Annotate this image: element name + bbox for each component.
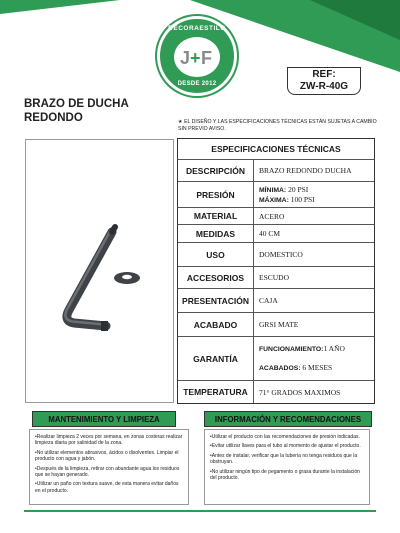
info-header: INFORMACIÓN Y RECOMENDACIONES xyxy=(204,411,372,427)
product-title xyxy=(24,97,174,125)
spec-value-text: BRAZO REDONDO DUCHA xyxy=(259,166,352,175)
corner-decoration-left xyxy=(0,0,120,14)
logo-mark-icon xyxy=(174,37,220,77)
spec-row-accessories xyxy=(178,267,374,289)
warranty-function-label: FUNCIONAMIENTO: xyxy=(259,346,324,353)
disclaimer-note: ★ EL DISEÑO Y LAS ESPECIFICACIONES TÉCNICAS ESTÁN SUJETAS A CAMBIO SIN PREVIO AVISO. xyxy=(178,119,377,132)
spec-row-material xyxy=(178,208,374,225)
spec-key: DESCRIPCIÓN xyxy=(178,160,254,181)
logo-emblem xyxy=(174,37,220,77)
maintenance-item: •Después de la limpieza, retirar con abundante agua los residuos que se hayan generado. xyxy=(35,465,180,479)
spec-key: PRESENTACIÓN xyxy=(178,289,254,312)
spec-row-use xyxy=(178,243,374,267)
info-item: •Utilizar el producto con las recomendaciones de presión indicadas. xyxy=(210,434,360,440)
spec-key: MEDIDAS xyxy=(178,225,254,242)
info-list xyxy=(204,429,370,505)
spec-key: MATERIAL xyxy=(178,208,254,224)
product-title-line1: BRAZO DE DUCHA xyxy=(24,98,129,110)
spec-row-pressure xyxy=(178,182,374,208)
spec-value-text: 71° GRADOS MAXIMOS xyxy=(259,387,341,397)
warranty-function-value: 1 AÑO xyxy=(323,344,345,353)
pressure-min-label: MÍNIMA: xyxy=(259,186,287,194)
spec-value xyxy=(254,160,374,181)
spec-key: ACABADO xyxy=(178,313,254,336)
spec-value-text: CAJA xyxy=(259,296,278,305)
svg-text:F: F xyxy=(201,48,212,68)
logo-ring-bottom-text: DESDE 2012 xyxy=(177,81,217,87)
pressure-min-value: 20 PSI xyxy=(288,184,309,194)
spec-row-presentation xyxy=(178,289,374,313)
spec-value-text: GRSI MATE xyxy=(259,320,299,329)
brand-logo xyxy=(157,16,237,96)
corner-decoration-right-dark xyxy=(310,0,400,40)
reference-box xyxy=(287,67,361,95)
spec-value xyxy=(254,267,374,288)
spec-value-text: ACERO xyxy=(259,211,285,221)
spec-row-finish xyxy=(178,313,374,337)
maintenance-item: •No utilizar elementos abrasivos, ácidos o disolventes. Limpiar el producto con agua y jabón. xyxy=(35,449,179,463)
pressure-max-value: 100 PSI xyxy=(290,194,315,204)
spec-value xyxy=(254,208,374,224)
spec-value xyxy=(254,225,374,242)
warranty-finish-label: ACABADOS: xyxy=(259,365,301,372)
spec-value-text: 40 CM xyxy=(259,229,281,238)
reference-value: ZW-R-40G xyxy=(299,81,349,92)
spec-key: TEMPERATURA xyxy=(178,381,254,403)
spec-value xyxy=(254,182,374,207)
spec-table-header: ESPECIFICACIONES TÉCNICAS xyxy=(178,139,374,160)
spec-value xyxy=(254,243,374,266)
info-item: •No utilizar ningún tipo de pegamento o grasa durante la instalación del producto. xyxy=(210,468,360,482)
info-item: •Evitar utilizar llaves para el tubo al momento de ajustar el producto. xyxy=(210,443,361,450)
spec-value xyxy=(254,337,374,380)
spec-value xyxy=(254,289,374,312)
spec-row-description xyxy=(178,160,374,182)
spec-row-warranty xyxy=(178,337,374,381)
shower-arm-illustration xyxy=(26,140,173,402)
maintenance-item: •Utilizar un paño con textura suave, de esta manera evitar daños en el producto. xyxy=(35,481,179,494)
product-title-line2: REDONDO xyxy=(24,112,83,124)
warranty-finish-value: 6 MESES xyxy=(302,363,333,372)
spec-value xyxy=(254,313,374,336)
svg-text:J: J xyxy=(180,48,191,68)
reference-label: REF: xyxy=(312,69,336,80)
spec-value-text: ESCUDO xyxy=(259,273,290,282)
spec-key: USO xyxy=(178,243,254,266)
spec-value xyxy=(254,381,374,403)
svg-text:+: + xyxy=(190,48,201,68)
spec-row-temperature xyxy=(178,381,374,403)
maintenance-list xyxy=(29,429,189,505)
product-image xyxy=(25,139,174,403)
info-item: •Antes de instalar, verificar que la tubería no tenga residuos que la obstruyan. xyxy=(210,452,358,466)
spec-key: PRESIÓN xyxy=(178,182,254,207)
spec-key: GARANTÍA xyxy=(178,337,254,380)
maintenance-header: MANTENIMIENTO Y LIMPIEZA xyxy=(32,411,176,427)
maintenance-item: •Realizar limpieza 2 veces por semana, en zonas costeras realizar limpieza diaria por salinidad de la zona. xyxy=(35,434,183,447)
pressure-max-label: MÁXIMA: xyxy=(259,196,289,204)
spec-key: ACCESORIOS xyxy=(178,267,254,288)
footer-divider xyxy=(24,510,376,512)
spec-value-text: DOMESTICO xyxy=(259,250,303,259)
logo-ring-top-text: DECORAESTILO xyxy=(168,25,226,32)
spec-table xyxy=(177,138,375,404)
spec-row-size xyxy=(178,225,374,243)
